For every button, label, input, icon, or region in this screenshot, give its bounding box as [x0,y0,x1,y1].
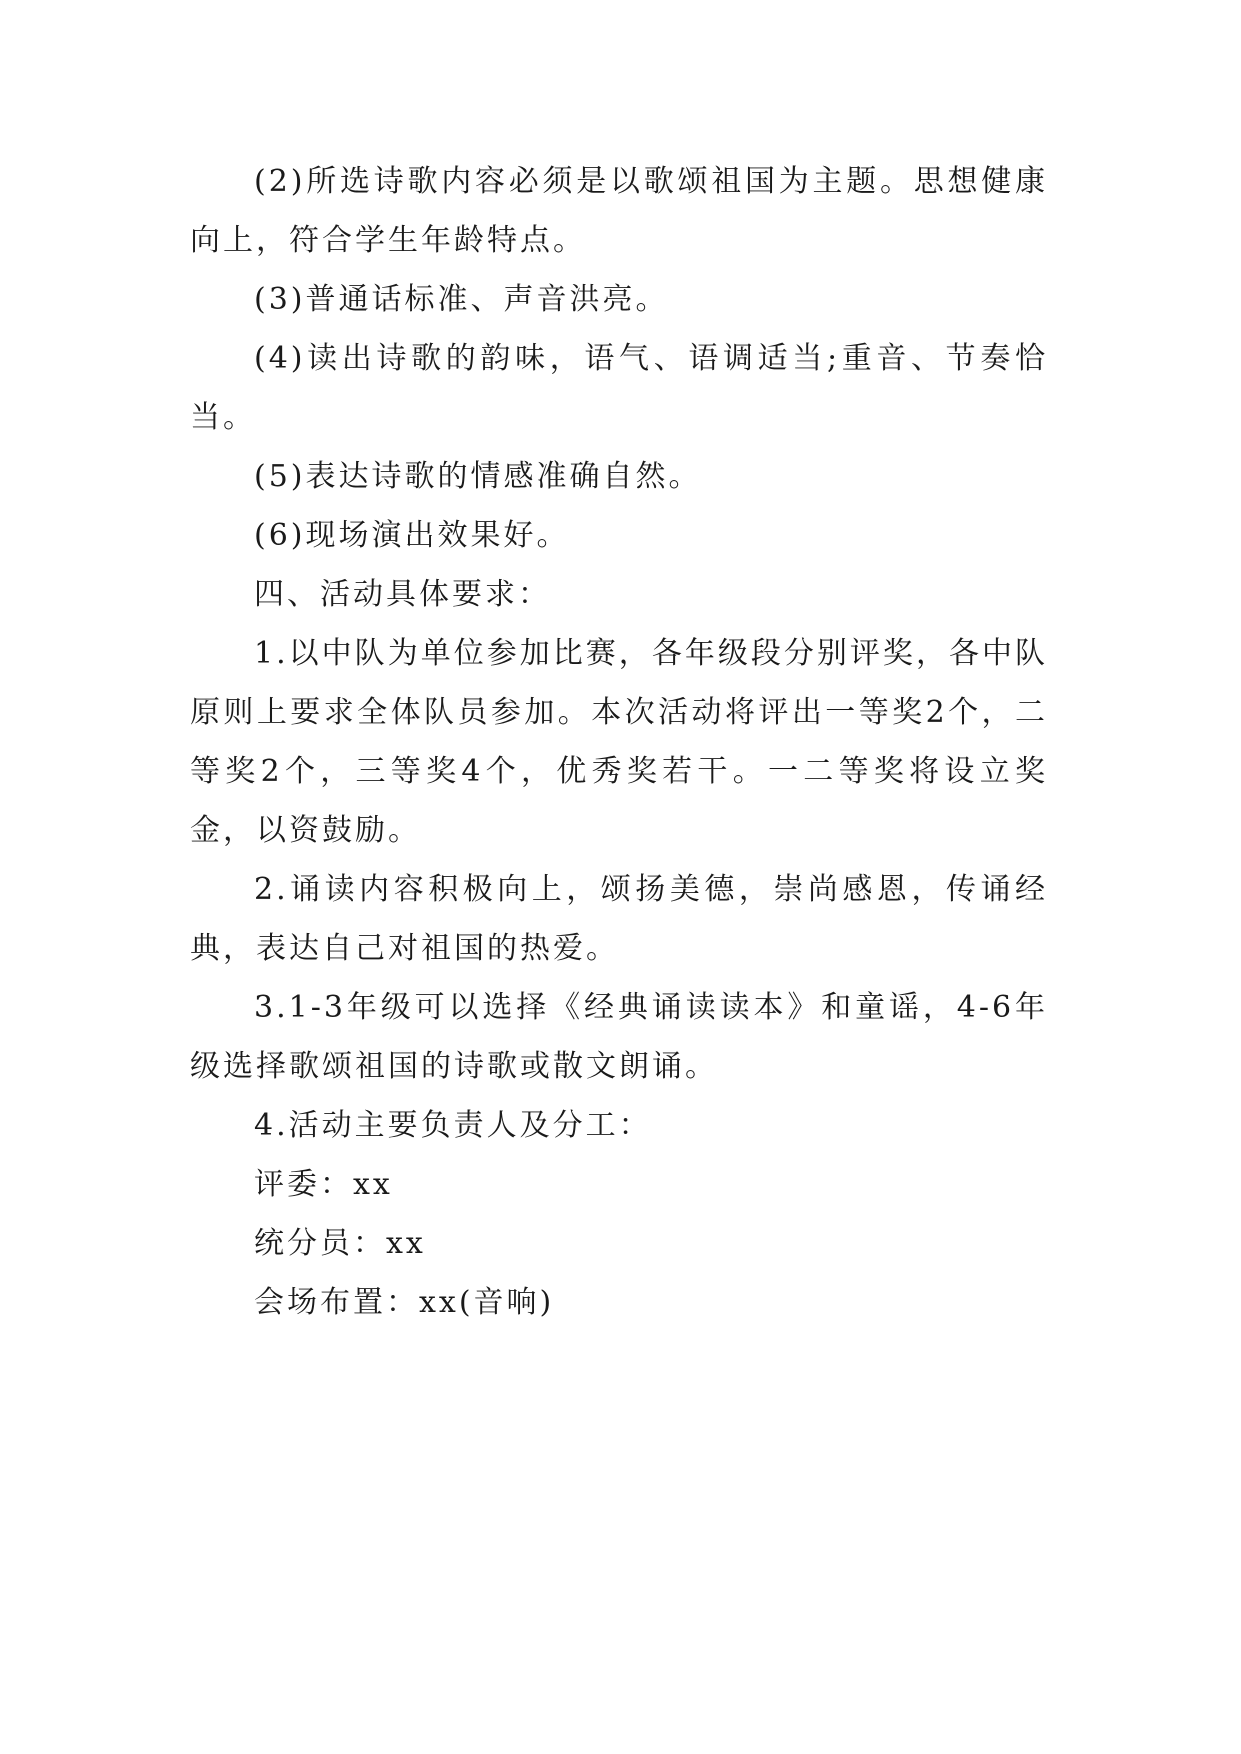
document-body [190,152,1048,1332]
criterion-6-paragraph: (6)现场演出效果好。 [254,518,570,553]
requirement-1-paragraph: 1.以中队为单位参加比赛，各年级段分别评奖，各中队原则上要求全体队员参加。本次活动将评出一等奖2个，二等奖2个，三等奖4个，优秀奖若干。一二等奖将设立奖金，以资鼓励。 [190,636,1048,848]
section-heading-requirements: 四、活动具体要求： [254,577,551,612]
assignment-venue-setup: 会场布置：xx(音响) [254,1285,555,1320]
requirement-3-paragraph: 3.1-3年级可以选择《经典诵读读本》和童谣，4-6年级选择歌颂祖国的诗歌或散文朗诵。 [190,990,1048,1084]
criterion-4-paragraph: (4)读出诗歌的韵味，语气、语调适当;重音、节奏恰当。 [190,341,1048,435]
criterion-5-paragraph: (5)表达诗歌的情感准确自然。 [254,459,702,494]
assignment-judges: 评委：xx [254,1167,393,1202]
criterion-2-paragraph: (2)所选诗歌内容必须是以歌颂祖国为主题。思想健康向上，符合学生年龄特点。 [190,164,1048,258]
requirement-4-paragraph: 4.活动主要负责人及分工： [254,1108,652,1143]
requirement-2-paragraph: 2.诵读内容积极向上，颂扬美德，崇尚感恩，传诵经典，表达自己对祖国的热爱。 [190,872,1048,966]
assignment-scorer: 统分员：xx [254,1226,426,1261]
criterion-3-paragraph: (3)普通话标准、声音洪亮。 [254,282,669,317]
